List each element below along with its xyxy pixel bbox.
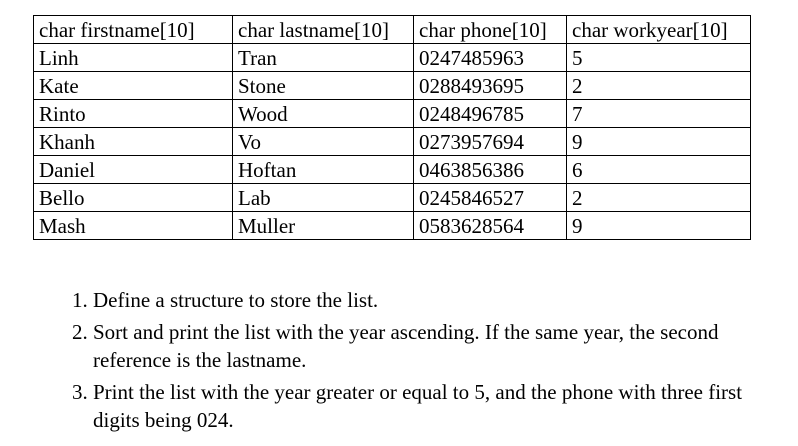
- table-row: [34, 100, 751, 128]
- task-item: 2. Sort and print the list with the year ascending. If the same year, the second reference is the lastname.: [93, 318, 783, 374]
- cell-workyear: 7: [567, 100, 751, 128]
- cell-phone: 0463856386: [414, 156, 567, 184]
- cell-workyear: 2: [567, 184, 751, 212]
- cell-lastname: Stone: [233, 72, 414, 100]
- cell-workyear: 9: [567, 128, 751, 156]
- cell-lastname: Muller: [233, 212, 414, 240]
- task-item: 3. Print the list with the year greater or equal to 5, and the phone with three first digits being 024.: [93, 378, 783, 434]
- table-row: [34, 184, 751, 212]
- cell-workyear: 5: [567, 44, 751, 72]
- cell-firstname: Mash: [34, 212, 233, 240]
- cell-phone: 0273957694: [414, 128, 567, 156]
- task-item: 1. Define a structure to store the list.: [93, 286, 783, 314]
- cell-phone: 0583628564: [414, 212, 567, 240]
- cell-workyear: 2: [567, 72, 751, 100]
- cell-phone: 0248496785: [414, 100, 567, 128]
- cell-phone: 0247485963: [414, 44, 567, 72]
- cell-workyear: 9: [567, 212, 751, 240]
- header-phone: char phone[10]: [414, 16, 567, 44]
- table-body: [34, 44, 751, 240]
- cell-firstname: Bello: [34, 184, 233, 212]
- table-row: [34, 212, 751, 240]
- cell-firstname: Khanh: [34, 128, 233, 156]
- cell-lastname: Hoftan: [233, 156, 414, 184]
- cell-firstname: Linh: [34, 44, 233, 72]
- cell-lastname: Lab: [233, 184, 414, 212]
- task-list: [58, 286, 783, 434]
- cell-lastname: Vo: [233, 128, 414, 156]
- table-row: [34, 72, 751, 100]
- cell-lastname: Tran: [233, 44, 414, 72]
- header-firstname: char firstname[10]: [34, 16, 233, 44]
- cell-firstname: Kate: [34, 72, 233, 100]
- header-lastname: char lastname[10]: [233, 16, 414, 44]
- table-row: [34, 44, 751, 72]
- header-workyear: char workyear[10]: [567, 16, 751, 44]
- table-header: [34, 16, 751, 44]
- cell-phone: 0288493695: [414, 72, 567, 100]
- cell-firstname: Rinto: [34, 100, 233, 128]
- cell-lastname: Wood: [233, 100, 414, 128]
- header-row: [34, 16, 751, 44]
- records-table: [33, 15, 751, 240]
- table-row: [34, 128, 751, 156]
- table-row: [34, 156, 751, 184]
- cell-workyear: 6: [567, 156, 751, 184]
- cell-phone: 0245846527: [414, 184, 567, 212]
- cell-firstname: Daniel: [34, 156, 233, 184]
